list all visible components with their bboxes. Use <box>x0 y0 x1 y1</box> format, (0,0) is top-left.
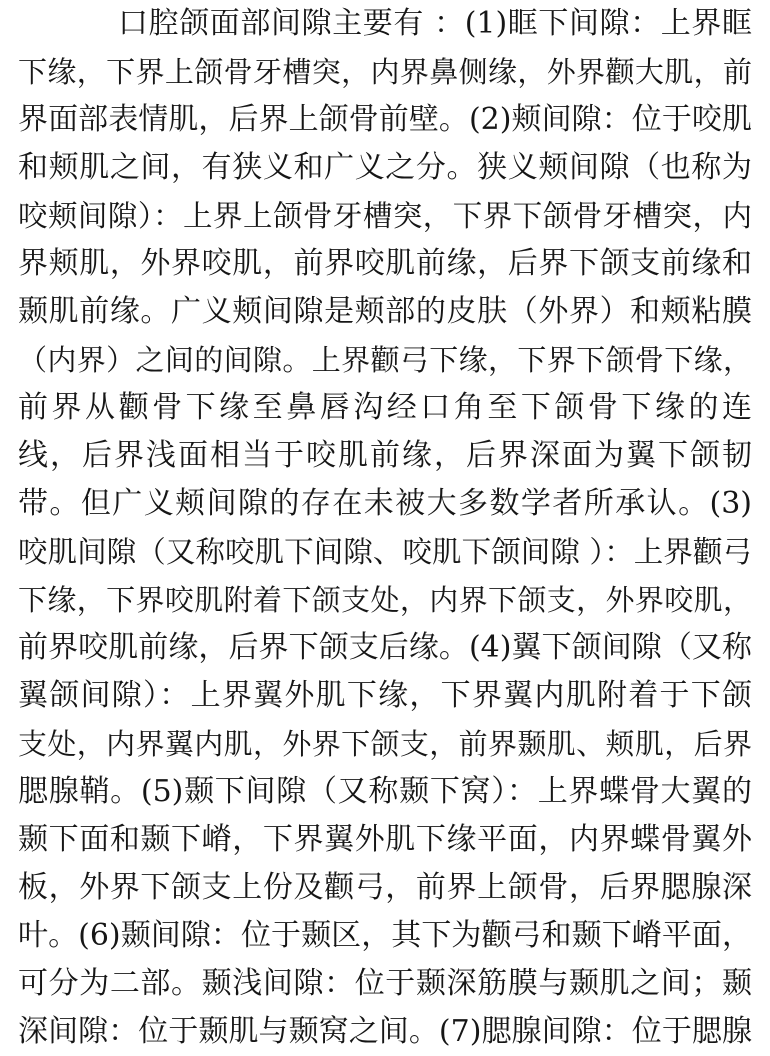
text-line: 线，后界浅面相当于咬肌前缘，后界深面为翼下颌韧 <box>18 438 752 473</box>
text-line: 前界咬肌前缘，后界下颌支后缘。(4)翼下颌间隙（又称 <box>18 630 752 665</box>
text-line: 咬颊间隙）：上界上颌骨牙槽突，下界下颌骨牙槽突，内 <box>18 199 752 233</box>
text-line: 翼颌间隙）：上界翼外肌下缘，下界翼内肌附着于下颌 <box>18 678 752 713</box>
text-line: 前界从颧骨下缘至鼻唇沟经口角至下颌骨下缘的连 <box>18 390 752 425</box>
text-line: 带。但广义颊间隙的存在未被大多数学者所承认。(3) <box>18 486 752 521</box>
text-line: 界面部表情肌，后界上颌骨前壁。(2)颊间隙：位于咬肌 <box>18 102 752 137</box>
text-line: 可分为二部。颞浅间隙：位于颞深筋膜与颞肌之间；颞 <box>18 966 752 1001</box>
text-line: 叶。(6)颞间隙：位于颞区，其下为颧弓和颞下嵴平面， <box>18 918 752 953</box>
text-line: （内界）之间的间隙。上界颧弓下缘，下界下颌骨下缘， <box>18 343 752 377</box>
text-line: 颞下面和颞下嵴，下界翼外肌下缘平面，内界蝶骨翼外 <box>18 822 752 857</box>
text-line: 下缘，下界咬肌附着下颌支处，内界下颌支，外界咬肌， <box>18 583 752 617</box>
text-line: 腮腺鞘。(5)颞下间隙（又称颞下窝）：上界蝶骨大翼的 <box>18 774 752 809</box>
text-line: 界颊肌，外界咬肌，前界咬肌前缘，后界下颌支前缘和 <box>18 246 752 281</box>
text-line: 板，外界下颌支上份及颧弓，前界上颌骨，后界腮腺深 <box>18 870 752 905</box>
text-line: 咬肌间隙（又称咬肌下间隙、咬肌下颌间隙 ）：上界颧弓 <box>18 535 752 569</box>
text-line: 口腔颌面部间隙主要有 ：(1)眶下间隙：上界眶 <box>118 6 752 41</box>
text-line: 深间隙：位于颞肌与颞窝之间。(7)腮腺间隙：位于腮腺 <box>18 1014 752 1049</box>
text-line: 支处，内界翼内肌，外界下颌支，前界颞肌、颊肌，后界 <box>18 727 752 761</box>
text-line: 和颊肌之间，有狭义和广义之分。狭义颊间隙（也称为 <box>18 150 752 185</box>
text-line: 下缘，下界上颌骨牙槽突，内界鼻侧缘，外界颧大肌，前 <box>18 55 752 89</box>
text-line: 颞肌前缘。广义颊间隙是颊部的皮肤（外界）和颊粘膜 <box>18 294 752 329</box>
